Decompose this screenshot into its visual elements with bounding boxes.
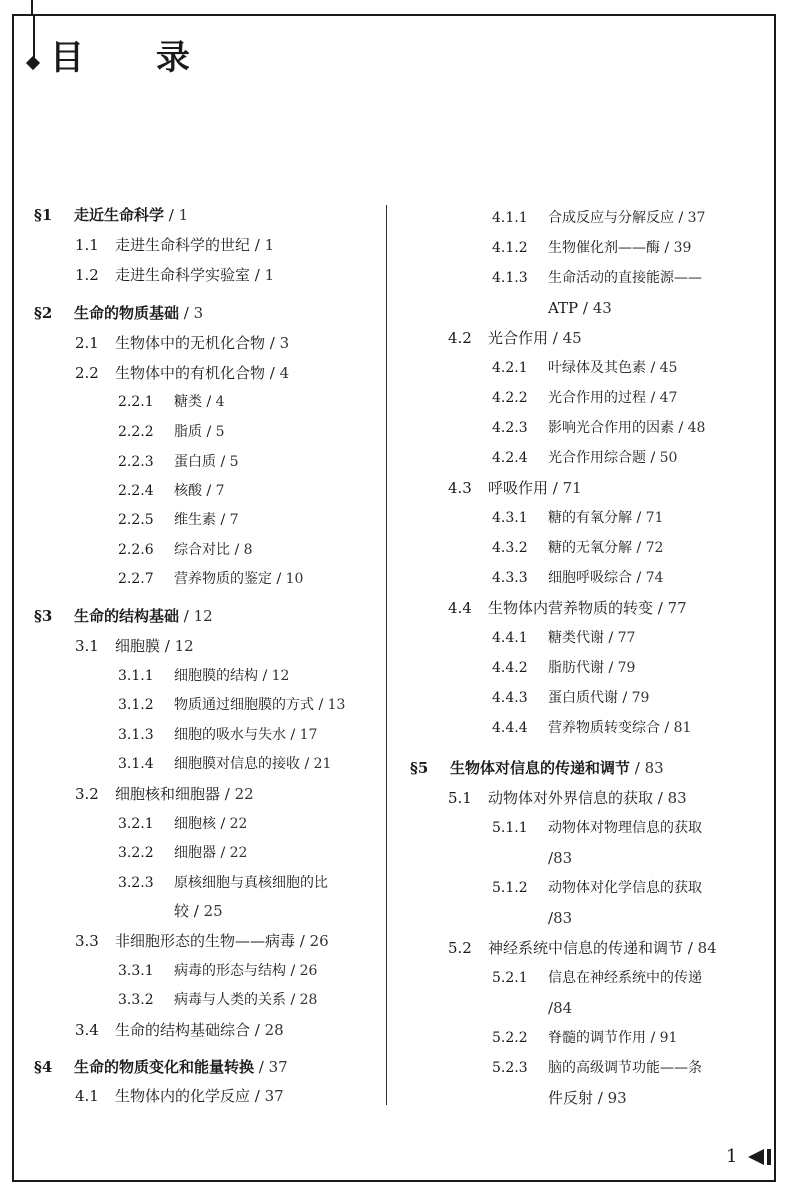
toc-entry-title: 营养物质的鉴定 [174,571,272,587]
toc-page-separator: / [632,540,646,556]
toc-page-number: 1 [264,266,275,284]
toc-entry-title: 生命的物质基础 [74,304,180,322]
toc-page-number: 17 [299,727,318,743]
toc-entry-number: 4.2 [448,329,472,347]
toc-continuation[interactable] [548,998,572,1018]
toc-page-number: 37 [687,210,706,226]
toc-entry-title: 光合作用综合题 [548,450,646,466]
toc-entry-number: 4.1.2 [492,240,528,256]
toc-page-separator: / [674,420,688,436]
toc-entry-title: 物质通过细胞膜的方式 [174,697,314,713]
toc-subsection[interactable] [118,481,225,501]
toc-section[interactable] [75,1020,284,1040]
toc-entry-number: 2.2.2 [118,424,154,440]
toc-subsection[interactable] [118,510,239,530]
toc-entry-title: 糖的有氧分解 [548,510,632,526]
toc-subsection[interactable] [492,208,705,228]
toc-page-number: 48 [687,420,706,436]
toc-subsection[interactable] [118,422,225,442]
toc-page-separator: / [646,360,660,376]
toc-page-separator: / [202,424,216,440]
toc-page-separator: / [548,479,563,497]
toc-entry-number: 3.3.1 [118,963,154,979]
toc-page-number: 7 [229,512,239,528]
toc-entry-title: 生物体中的无机化合物 [115,334,266,352]
toc-entry-title: 病毒的形态与结构 [174,963,286,979]
toc-page-number: 28 [264,1021,284,1039]
toc-chapter[interactable] [34,303,203,323]
toc-page-number: 22 [229,845,248,861]
toc-section[interactable] [448,478,582,498]
toc-chapter[interactable] [34,606,213,626]
toc-page-number: 79 [631,690,650,706]
toc-entry-title: 生物催化剂——酶 [548,240,660,256]
toc-chapter[interactable] [410,758,664,778]
toc-entry-number: 3.2.3 [118,875,154,891]
toc-page-number: 3 [193,304,204,322]
toc-page-separator: / [593,1089,608,1107]
toc-entry-number: 3.1.4 [118,756,154,772]
toc-entry-title: 影响光合作用的因素 [548,420,674,436]
toc-page-separator: / [604,630,618,646]
toc-entry-number: 4.4.4 [492,720,528,736]
toc-subsection[interactable] [492,568,663,588]
toc-page-number: 47 [659,390,678,406]
toc-subsection[interactable] [118,569,303,589]
page-arrow-icon [746,1148,790,1166]
toc-entry-number: 4.2.3 [492,420,528,436]
toc-entry-number: 5.1 [448,789,472,807]
toc-subsection[interactable] [492,1058,702,1078]
toc-entry-title: 营养物质转变综合 [548,720,660,736]
toc-entry-number: 4.4.3 [492,690,528,706]
toc-page-separator: / [250,1087,265,1105]
toc-entry-title: 维生素 [174,512,216,528]
toc-subsection[interactable] [492,238,691,258]
toc-page-separator: / [250,236,265,254]
toc-entry-title: 生物体中的有机化合物 [115,364,266,382]
toc-page-number: 83 [553,909,573,927]
toc-page-separator: / [674,210,688,226]
toc-entry-number: 4.4.2 [492,660,528,676]
toc-entry-title: 原核细胞与真核细胞的比 [174,875,328,891]
toc-page-separator: / [286,992,300,1008]
toc-subsection[interactable] [492,968,702,988]
toc-entry-number: 2.2.1 [118,394,154,410]
toc-entry-title: 细胞核和细胞器 [115,785,221,803]
toc-page-number: 84 [553,999,573,1017]
toc-page-number: 5 [229,454,239,470]
toc-entry-title: 叶绿体及其色素 [548,360,646,376]
toc-entry-title: 光合作用的过程 [548,390,646,406]
toc-subsection[interactable] [118,452,239,472]
toc-entry-number: 1.1 [75,236,99,254]
toc-entry-title: 脑的高级调节功能——条 [548,1060,702,1076]
toc-subsection[interactable] [118,990,317,1010]
toc-page-separator: / [548,999,554,1017]
toc-page-separator: / [630,759,645,777]
toc-page-number: 79 [617,660,636,676]
toc-page-separator: / [230,542,244,558]
toc-entry-title: 糖类代谢 [548,630,604,646]
toc-page-number: 8 [243,542,253,558]
toc-page-number: 28 [299,992,318,1008]
toc-continuation[interactable] [174,901,223,921]
toc-entry-number: 3.4 [75,1021,99,1039]
toc-page-separator: / [216,454,230,470]
toc-entry-number: 2.2.5 [118,512,154,528]
toc-entry-number: 4.3 [448,479,472,497]
toc-section[interactable] [75,931,329,951]
toc-page-separator: / [189,902,204,920]
toc-entry-number: 4.2.1 [492,360,528,376]
toc-page-number: 77 [667,599,687,617]
toc-page-number: 83 [553,849,573,867]
toc-entry-title: 生物体对信息的传递和调节 [450,759,631,777]
toc-page-separator: / [216,816,230,832]
toc-entry-title: 动物体对外界信息的获取 [488,789,654,807]
toc-page-number: 77 [617,630,636,646]
toc-entry-number: §5 [410,759,429,777]
toc-section[interactable] [75,636,194,656]
toc-page-number: 37 [264,1087,284,1105]
toc-page-separator: / [604,660,618,676]
toc-entry-title: 呼吸作用 [488,479,549,497]
toc-entry-number: 4.2.4 [492,450,528,466]
toc-entry-number: 2.2.3 [118,454,154,470]
toc-entry-title: 脊髓的调节作用 [548,1030,646,1046]
toc-chapter[interactable] [34,1057,288,1077]
toc-page-number: 81 [673,720,692,736]
toc-page-separator: / [578,299,593,317]
toc-entry-title: 核酸 [174,483,202,499]
toc-page-number: 72 [645,540,664,556]
toc-page-separator: / [250,266,265,284]
toc-entry-number: 5.2 [448,939,472,957]
toc-page-number: 7 [215,483,225,499]
toc-entry-number: 2.1 [75,334,99,352]
toc-page-number: 12 [193,607,213,625]
toc-entry-number: 2.2.7 [118,571,154,587]
toc-page-number: 5 [215,424,225,440]
toc-page-separator: / [265,334,280,352]
toc-entry-title: 走进生命科学实验室 [115,266,251,284]
toc-entry-title: 较 [174,902,190,920]
toc-entry-title: 生命的物质变化和能量转换 [74,1058,255,1076]
toc-entry-number: 3.1.3 [118,727,154,743]
toc-entry-number: §1 [34,206,53,224]
toc-entry-number: 4.1.1 [492,210,528,226]
toc-subsection[interactable] [492,818,702,838]
toc-entry-title: 生命的结构基础综合 [115,1021,251,1039]
toc-page-number: 1 [264,236,275,254]
toc-subsection[interactable] [492,508,663,528]
toc-page-separator: / [646,450,660,466]
toc-page-number: 3 [279,334,290,352]
toc-subsection[interactable] [492,268,702,288]
toc-page-separator: / [286,963,300,979]
toc-section[interactable] [75,1086,284,1106]
toc-page-separator: / [160,637,175,655]
toc-section[interactable] [448,328,582,348]
toc-subsection[interactable] [118,873,328,893]
toc-entry-number: 4.3.2 [492,540,528,556]
toc-continuation[interactable] [548,1088,627,1108]
toc-page-number: 10 [285,571,304,587]
toc-page-separator: / [216,512,230,528]
toc-entry-title: 细胞膜的结构 [174,668,258,684]
toc-page-separator: / [548,329,563,347]
toc-page-number: 26 [299,963,318,979]
toc-subsection[interactable] [118,754,331,774]
toc-page-separator: / [220,785,235,803]
toc-entry-number: 3.3.2 [118,992,154,1008]
toc-page-number: 43 [592,299,612,317]
toc-page-separator: / [646,390,660,406]
toc-entry-number: 5.2.2 [492,1030,528,1046]
toc-section[interactable] [75,363,289,383]
toc-entry-title: 生物体内营养物质的转变 [488,599,654,617]
toc-entry-number: 3.2.2 [118,845,154,861]
toc-entry-number: 4.1.3 [492,270,528,286]
toc-entry-number: 3.1 [75,637,99,655]
toc-entry-number: 2.2.6 [118,542,154,558]
toc-entry-number: 3.2.1 [118,816,154,832]
toc-entry-title: 动物体对化学信息的获取 [548,880,702,896]
toc-subsection[interactable] [492,448,677,468]
toc-subsection[interactable] [118,695,345,715]
toc-entry-number: 5.2.3 [492,1060,528,1076]
toc-page-number: 84 [697,939,717,957]
toc-continuation[interactable] [548,908,572,928]
toc-continuation[interactable] [548,848,572,868]
toc-subsection[interactable] [118,814,247,834]
toc-subsection[interactable] [492,688,649,708]
toc-subsection[interactable] [118,843,247,863]
toc-page-number: 71 [562,479,582,497]
toc-page-separator: / [660,720,674,736]
toc-subsection[interactable] [118,392,225,412]
toc-page-separator: / [216,845,230,861]
toc-entry-title: 光合作用 [488,329,549,347]
toc-entry-number: 3.3 [75,932,99,950]
toc-entry-number: 4.4 [448,599,472,617]
toc-entry-number: 5.1.1 [492,820,528,836]
toc-page-number: 37 [268,1058,288,1076]
toc-page-separator: / [632,510,646,526]
toc-page-number: 45 [562,329,582,347]
toc-page-separator: / [202,483,216,499]
toc-page-number: 71 [645,510,664,526]
toc-entry-title: 神经系统中信息的传递和调节 [488,939,684,957]
toc-page-number: 22 [229,816,248,832]
toc-page-number: 50 [659,450,678,466]
toc-page-number: 4 [215,394,225,410]
toc-subsection[interactable] [492,658,635,678]
toc-page-separator: / [179,607,194,625]
toc-chapter[interactable] [34,205,188,225]
toc-entry-number: 3.1.2 [118,697,154,713]
toc-page-number: 1 [178,206,189,224]
toc-entry-title: 脂肪代谢 [548,660,604,676]
toc-subsection[interactable] [492,418,705,438]
toc-entry-title: 蛋白质 [174,454,216,470]
toc-entry-title: 细胞膜对信息的接收 [174,756,300,772]
toc-entry-number: 5.1.2 [492,880,528,896]
toc-page-separator: / [250,1021,265,1039]
toc-section[interactable] [448,598,687,618]
toc-page-number: 13 [327,697,346,713]
toc-page-separator: / [179,304,194,322]
toc-subsection[interactable] [492,628,635,648]
toc-page-number: 91 [659,1030,678,1046]
toc-page-separator: / [164,206,179,224]
toc-entry-number: 1.2 [75,266,99,284]
toc-entry-title: 糖的无氧分解 [548,540,632,556]
toc-entry-title: ATP [548,299,579,317]
toc-page-separator: / [653,599,668,617]
toc-section[interactable] [75,235,274,255]
toc-entry-number: §3 [34,607,53,625]
toc-entry-number: 3.2 [75,785,99,803]
toc-subsection[interactable] [492,538,663,558]
toc-entry-title: 细胞呼吸综合 [548,570,632,586]
toc-entry-title: 细胞核 [174,816,216,832]
toc-page-separator: / [265,364,280,382]
toc-page-number: 4 [279,364,290,382]
toc-page-number: 83 [667,789,687,807]
toc-section[interactable] [75,333,289,353]
toc-page-number: 74 [645,570,664,586]
toc-entry-title: 非细胞形态的生物——病毒 [115,932,296,950]
toc-page-number: 26 [309,932,329,950]
toc-entry-number: 4.3.3 [492,570,528,586]
toc-entry-title: 细胞膜 [115,637,161,655]
toc-section[interactable] [75,265,274,285]
toc-entry-number: §2 [34,304,53,322]
toc-page-separator: / [646,1030,660,1046]
toc-subsection[interactable] [492,878,702,898]
toc-entry-number: 4.1 [75,1087,99,1105]
toc-section[interactable] [448,938,717,958]
toc-page-separator: / [286,727,300,743]
toc-page-separator: / [653,789,668,807]
toc-subsection[interactable] [118,725,317,745]
toc-page-separator: / [202,394,216,410]
toc-page-number: 12 [271,668,290,684]
toc-page-separator: / [632,570,646,586]
toc-entry-title: 细胞的吸水与失水 [174,727,286,743]
toc-section[interactable] [448,788,687,808]
toc-page-number: 22 [234,785,254,803]
toc-entry-title: 生物体内的化学反应 [115,1087,251,1105]
page-number: 1 [726,1146,738,1167]
toc-page-number: 25 [203,902,223,920]
toc-entry-title: 综合对比 [174,542,230,558]
toc-page-number: 12 [174,637,194,655]
toc-subsection[interactable] [118,666,289,686]
toc-entry-number: §4 [34,1058,53,1076]
toc-entry-number: 4.2.2 [492,390,528,406]
toc-continuation[interactable] [548,298,612,318]
toc-subsection[interactable] [118,961,317,981]
toc-subsection[interactable] [492,358,677,378]
toc-page-separator: / [300,756,314,772]
toc-page-separator: / [548,849,554,867]
toc-entry-title: 病毒与人类的关系 [174,992,286,1008]
toc-page-number: 93 [607,1089,627,1107]
toc-subsection[interactable] [492,388,677,408]
toc-page-number: 45 [659,360,678,376]
column-divider [386,205,387,1105]
page-title: 目 录 [50,38,220,78]
toc-entry-title: 脂质 [174,424,202,440]
toc-entry-title: 走近生命科学 [74,206,165,224]
toc-page-number: 39 [673,240,692,256]
toc-entry-title: 细胞器 [174,845,216,861]
toc-entry-number: 2.2 [75,364,99,382]
toc-entry-title: 信息在神经系统中的传递 [548,970,702,986]
toc-entry-number: 4.3.1 [492,510,528,526]
toc-page-separator: / [683,939,698,957]
toc-entry-title: 蛋白质代谢 [548,690,618,706]
toc-entry-number: 5.2.1 [492,970,528,986]
toc-page-separator: / [272,571,286,587]
toc-subsection[interactable] [492,1028,677,1048]
toc-page-separator: / [314,697,328,713]
toc-page-number: 83 [644,759,664,777]
toc-entry-title: 生命的结构基础 [74,607,180,625]
toc-entry-title: 生命活动的直接能源—— [548,270,702,286]
toc-entry-title: 走进生命科学的世纪 [115,236,251,254]
toc-entry-title: 动物体对物理信息的获取 [548,820,702,836]
toc-entry-number: 3.1.1 [118,668,154,684]
toc-page-separator: / [254,1058,269,1076]
toc-entry-number: 4.4.1 [492,630,528,646]
toc-subsection[interactable] [118,540,253,560]
toc-page-separator: / [295,932,310,950]
toc-entry-number: 2.2.4 [118,483,154,499]
toc-subsection[interactable] [492,718,691,738]
toc-page-separator: / [618,690,632,706]
toc-page-separator: / [548,909,554,927]
toc-page-number: 21 [313,756,332,772]
toc-page-separator: / [660,240,674,256]
toc-page-separator: / [258,668,272,684]
toc-section[interactable] [75,784,254,804]
toc-entry-title: 件反射 [548,1089,594,1107]
toc-entry-title: 糖类 [174,394,202,410]
toc-entry-title: 合成反应与分解反应 [548,210,674,226]
